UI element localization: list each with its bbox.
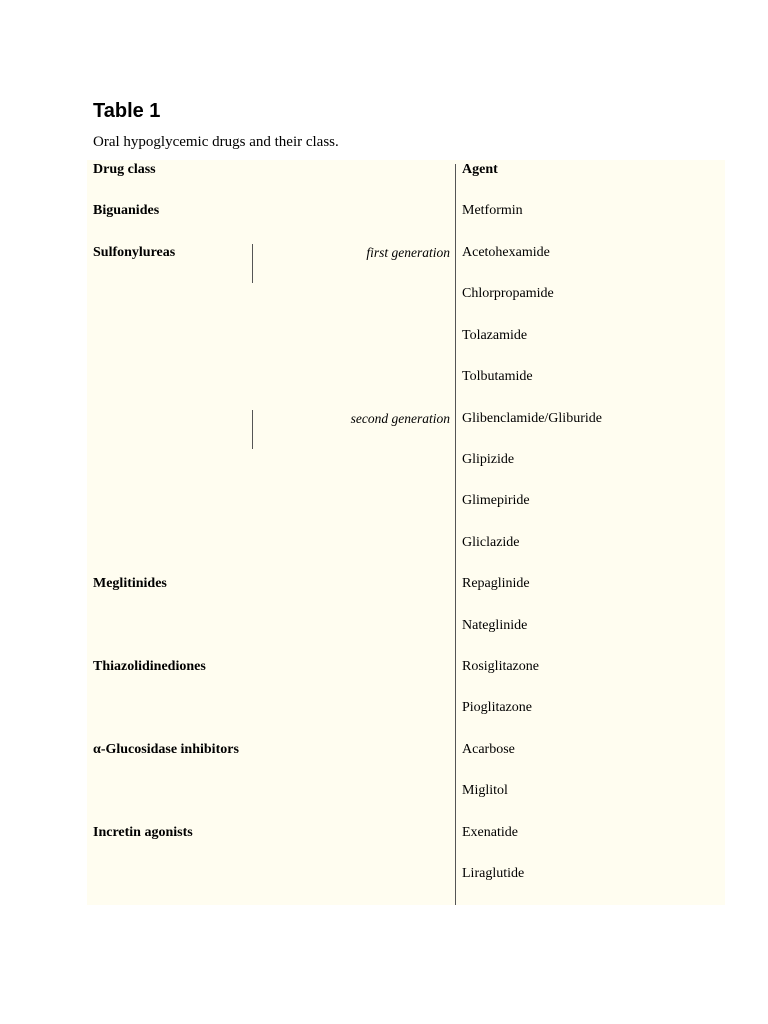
generation-bracket (252, 410, 253, 449)
table-row (87, 450, 725, 470)
agent-cell: Tolbutamide (462, 369, 533, 384)
agent-cell: Acetohexamide (462, 245, 550, 260)
table-row (87, 616, 725, 636)
agent-cell: Glimepiride (462, 493, 530, 508)
column-header-drug-class: Drug class (93, 162, 156, 177)
drug-class-cell: Meglitinides (93, 576, 167, 591)
drug-class-cell: α-Glucosidase inhibitors (93, 742, 239, 757)
agent-cell: Exenatide (462, 825, 518, 840)
drug-table (87, 160, 725, 905)
agent-cell: Nateglinide (462, 618, 528, 633)
table-row (87, 409, 725, 429)
table-row (87, 243, 725, 263)
table-row (87, 491, 725, 511)
drug-class-cell: Incretin agonists (93, 825, 193, 840)
agent-cell: Pioglitazone (462, 700, 532, 715)
agent-cell: Metformin (462, 203, 523, 218)
table-row (87, 740, 725, 760)
table-row (87, 574, 725, 594)
agent-cell: Repaglinide (462, 576, 530, 591)
table-row (87, 698, 725, 718)
table-header-row (87, 160, 725, 180)
agent-cell: Chlorpropamide (462, 286, 554, 301)
generation-label: first generation (366, 245, 450, 260)
table-row (87, 367, 725, 387)
drug-class-cell: Sulfonylureas (93, 245, 176, 260)
drug-class-cell: Thiazolidinediones (93, 659, 206, 674)
table-row (87, 533, 725, 553)
table-row (87, 326, 725, 346)
generation-bracket (252, 244, 253, 283)
generation-label: second generation (350, 411, 450, 426)
table-row (87, 284, 725, 304)
agent-cell: Glipizide (462, 452, 515, 467)
agent-cell: Liraglutide (462, 866, 525, 881)
column-header-agent: Agent (462, 162, 498, 177)
table-caption: Oral hypoglycemic drugs and their class. (93, 134, 339, 150)
table-row (87, 781, 725, 801)
agent-cell: Tolazamide (462, 328, 528, 343)
agent-cell: Rosiglitazone (462, 659, 539, 674)
drug-class-cell: Biguanides (93, 203, 160, 218)
table-row (87, 823, 725, 843)
agent-cell: Gliclazide (462, 535, 520, 550)
table-row (87, 657, 725, 677)
table-heading: Table 1 (93, 100, 161, 122)
table-row (87, 864, 725, 884)
table-row (87, 201, 725, 221)
agent-cell: Glibenclamide/Gliburide (462, 411, 602, 426)
agent-cell: Miglitol (462, 783, 508, 798)
agent-cell: Acarbose (462, 742, 515, 757)
